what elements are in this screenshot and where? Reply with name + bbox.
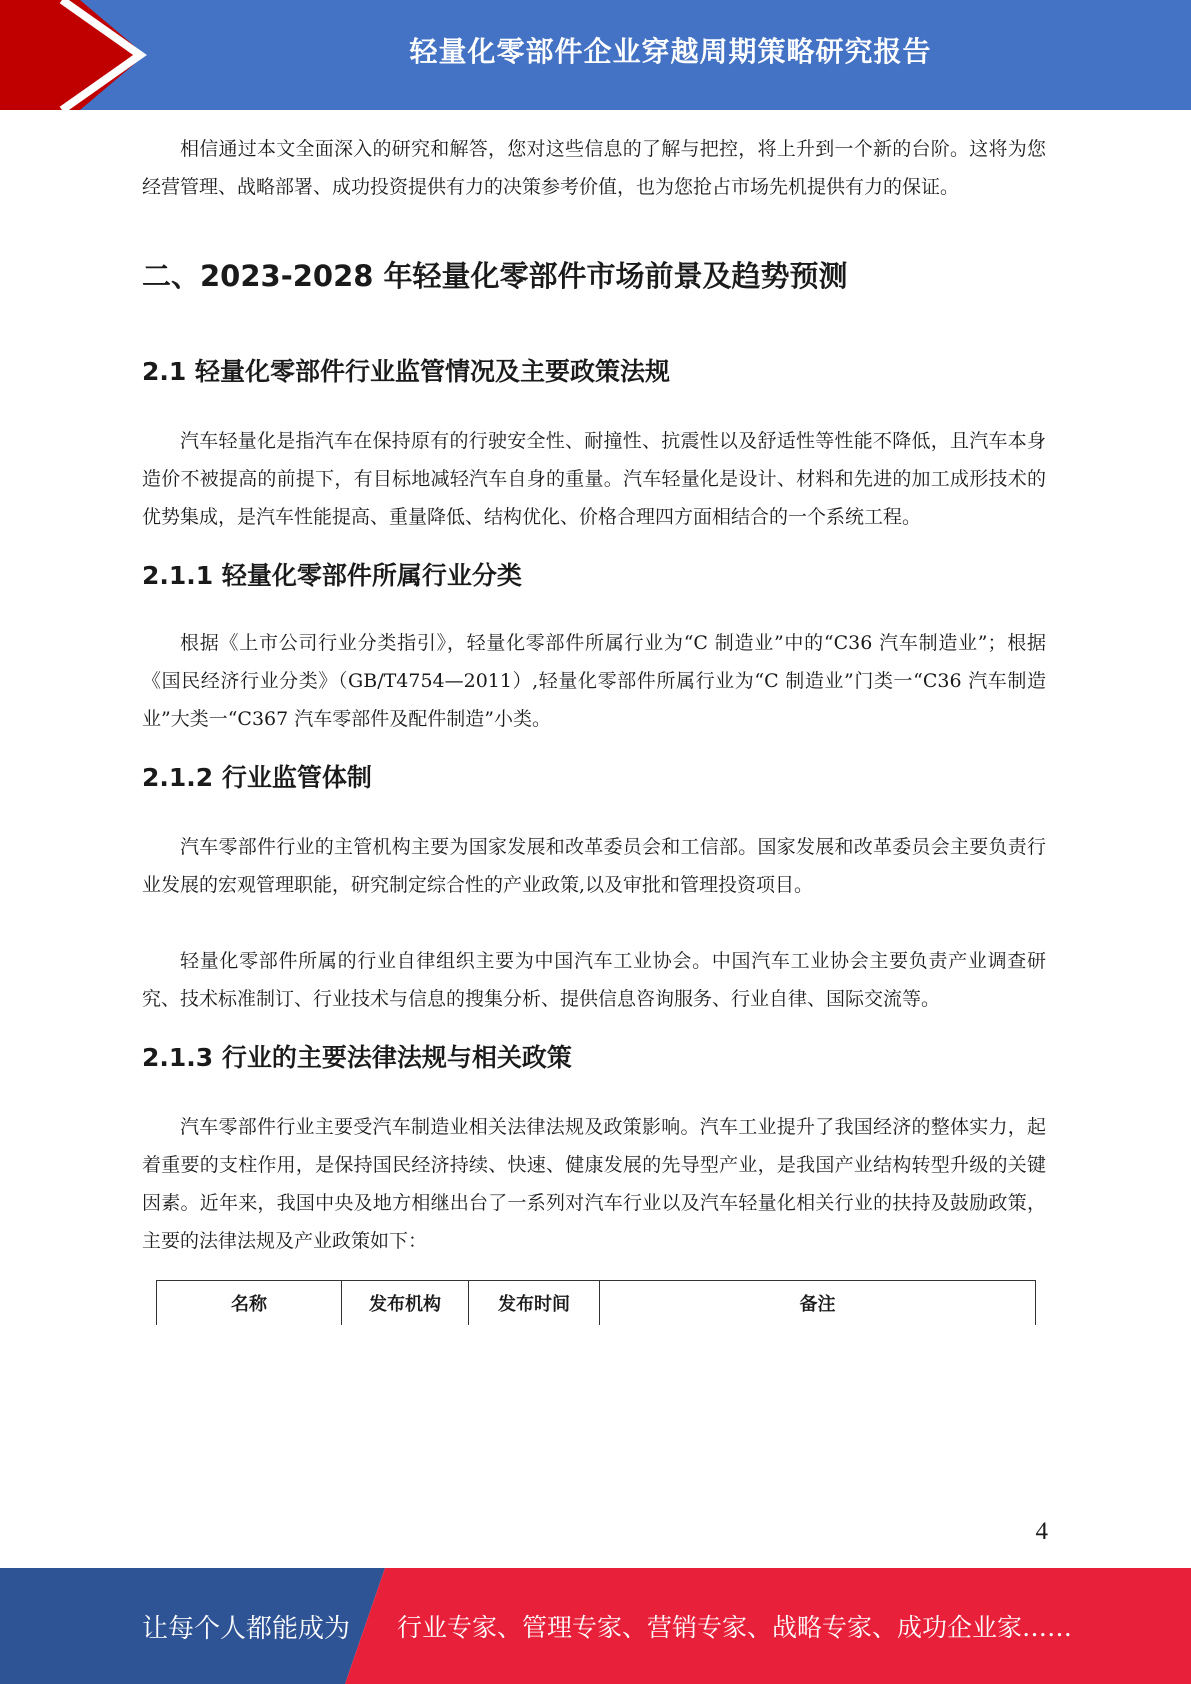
section-2-1-heading: 2.1 轻量化零部件行业监管情况及主要政策法规 [142, 357, 670, 386]
table-header-remarks: 备注 [600, 1281, 1036, 1326]
section-2-1-2-heading: 2.1.2 行业监管体制 [142, 763, 372, 792]
header-title: 轻量化零部件企业穿越周期策略研究报告 [409, 35, 932, 68]
section-2-heading: 二、2023-2028 年轻量化零部件市场前景及趋势预测 [142, 259, 848, 293]
table-header-name: 名称 [157, 1281, 342, 1326]
section-2-1-2-paragraph-2: 轻量化零部件所属的行业自律组织主要为中国汽车工业协会。中国汽车工业协会主要负责产业调查研究、技术标准制订、行业技术与信息的搜集分析、提供信息咨询服务、行业自律、国际交流等。 [142, 950, 1046, 1010]
page-number: 4 [1035, 1518, 1048, 1545]
section-2-1-2-paragraph-1: 汽车零部件行业的主管机构主要为国家发展和改革委员会和工信部。国家发展和改革委员会主要负责行业发展的宏观管理职能，研究制定综合性的产业政策,以及审批和管理投资项目。 [142, 836, 1046, 896]
section-2-1-1-heading: 2.1.1 轻量化零部件所属行业分类 [142, 561, 522, 590]
footer-slogan-left: 让每个人都能成为 [142, 1613, 351, 1644]
table-header-issuer: 发布机构 [342, 1281, 469, 1326]
section-2-1-paragraph: 汽车轻量化是指汽车在保持原有的行驶安全性、耐撞性、抗震性以及舒适性等性能不降低，且汽车本身造价不被提高的前提下，有目标地减轻汽车自身的重量。汽车轻量化是设计、材料和先进的加工成形技术的优势集成，是汽车性能提高、重量降低、结构优化、价格合理四方面相结合的一个系统工程。 [142, 430, 1046, 528]
table-header-date: 发布时间 [469, 1281, 600, 1326]
section-2-1-1-paragraph: 根据《上市公司行业分类指引》，轻量化零部件所属行业为“C 制造业”中的“C36 汽车制造业”；根据《国民经济行业分类》（GB/T4754—2011）,轻量化零部件所属行业为“C 制造业”门类一“C36 汽车制造业”大类一“C367 汽车零部件及配件制造”小类。 [142, 632, 1046, 730]
footer-slogan-right: 行业专家、管理专家、营销专家、战略专家、成功企业家…… [397, 1613, 1073, 1642]
page-footer [0, 1568, 1191, 1684]
document-body [142, 130, 1046, 1325]
page-header [0, 0, 1191, 110]
section-2-1-3-paragraph: 汽车零部件行业主要受汽车制造业相关法律法规及政策影响。汽车工业提升了我国经济的整体实力，起着重要的支柱作用，是保持国民经济持续、快速、健康发展的先导型产业，是我国产业结构转型升级的关键因素。近年来，我国中央及地方相继出台了一系列对汽车行业以及汽车轻量化相关行业的扶持及鼓励政策，主要的法律法规及产业政策如下： [142, 1116, 1046, 1252]
policy-table [156, 1280, 1036, 1325]
header-chevron-graphic [0, 0, 160, 110]
intro-paragraph: 相信通过本文全面深入的研究和解答，您对这些信息的了解与把控，将上升到一个新的台阶。这将为您经营管理、战略部署、成功投资提供有力的决策参考价值，也为您抢占市场先机提供有力的保证。 [142, 138, 1046, 198]
policy-table-header-row [157, 1281, 1036, 1326]
section-2-1-3-heading: 2.1.3 行业的主要法律法规与相关政策 [142, 1043, 572, 1072]
